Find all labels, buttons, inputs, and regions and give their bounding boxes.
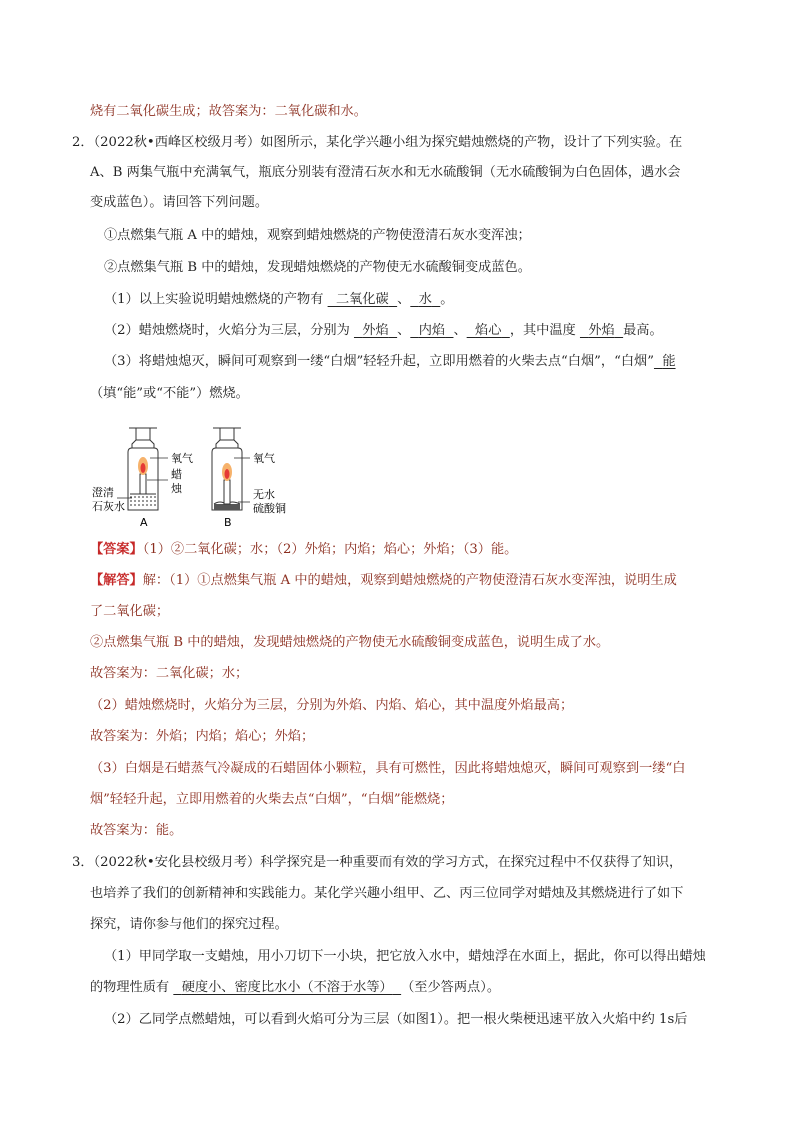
label-cuso4-2: 硫酸铜 xyxy=(253,502,286,515)
q2-analysis-1b: 了二氧化碳； xyxy=(90,604,170,619)
analysis-tag: 【解答】 xyxy=(90,573,143,588)
cuso4-powder xyxy=(214,504,240,510)
q2-part2-answer-4: 外焰 xyxy=(588,323,615,338)
q2-part2-answer-3: 焰心 xyxy=(475,323,502,338)
label-candle-2: 烛 xyxy=(171,482,182,495)
q2-step-2: ②点燃集气瓶 B 中的蜡烛，发现蜡烛燃烧的产物使无水硫酸铜变成蓝色。 xyxy=(104,260,531,275)
q2-part1-answer-1: 二氧化碳 xyxy=(335,292,389,307)
analysis-text-1a: 解：（1）①点燃集气瓶 A 中的蜡烛，观察到蜡烛燃烧的产物使澄清石灰水变浑浊，说明生成 xyxy=(142,573,677,588)
q3-number: 3． xyxy=(72,855,94,870)
q3-stem-2: 也培养了我们的创新精神和实践能力。某化学兴趣小组甲、乙、丙三位同学对蜡烛及其燃烧进行了如下 xyxy=(90,886,684,901)
q2-step-1: ①点燃集气瓶 A 中的蜡烛，观察到蜡烛燃烧的产物使澄清石灰水变浑浊； xyxy=(104,228,531,243)
q2-part1-blank-2 xyxy=(410,292,440,307)
q2-part2-answer-2: 内焰 xyxy=(418,323,446,338)
q3-part1-line1: （1）甲同学取一支蜡烛，用小刀切下一小块，把它放入水中，蜡烛浮在水面上，据此，你可以得出蜡烛 xyxy=(104,949,706,964)
q2-analysis-1 xyxy=(90,571,724,591)
q2-part2-answer-1: 外焰 xyxy=(362,323,389,338)
q2-part3-answer: 能 xyxy=(662,354,676,369)
q2-part1 xyxy=(104,290,724,310)
label-candle-1: 蜡 xyxy=(171,468,182,481)
q2-answer xyxy=(90,540,724,560)
label-lime-2: 石灰水 xyxy=(92,500,125,513)
label-oxygen-b: 氧气 xyxy=(253,452,275,465)
candle-b xyxy=(224,480,230,504)
label-lime-1: 澄清 xyxy=(92,486,114,499)
q2-part2-mid: ，其中温度 xyxy=(509,323,580,338)
q2-analysis-3: （2）蜡烛燃烧时，火焰分为三层，分别为外焰、内焰、焰心，其中温度外焰最高； xyxy=(90,698,574,713)
q2-analysis-2: ②点燃集气瓶 B 中的蜡烛，发现蜡烛燃烧的产物使无水硫酸铜变成蓝色，说明生成了水。 xyxy=(90,635,610,650)
flame-b-inner xyxy=(225,469,230,479)
q2-part2-blank-2 xyxy=(410,323,453,338)
answer-tag: 【答案】 xyxy=(90,542,143,557)
q2-line1 xyxy=(72,133,724,153)
q2-ans-1: 故答案为：二氧化碳；水； xyxy=(90,666,249,681)
q2-part3 xyxy=(104,352,724,372)
q3-stem-3: 探究，请你参与他们的探究过程。 xyxy=(90,917,288,932)
flame-a-inner xyxy=(141,463,146,473)
q3-line1 xyxy=(72,853,724,873)
q2-part1-answer-2: 水 xyxy=(418,292,432,307)
q2-part2-end: 最高。 xyxy=(623,323,663,338)
experiment-figure xyxy=(92,422,312,532)
q2-ans-2: 故答案为：外焰；内焰；焰心；外焰； xyxy=(90,729,315,744)
q2-ans-3: 故答案为：能。 xyxy=(90,823,183,838)
q2-analysis-4b: 烟”轻轻升起，立即用燃着的火柴去点“白烟”，“白烟”能燃烧； xyxy=(90,792,454,807)
label-cuso4-1: 无水 xyxy=(253,488,275,501)
q2-part3-blank xyxy=(654,354,676,369)
answer-text: （1）②二氧化碳；水；（2）外焰；内焰；焰心；外焰；（3）能。 xyxy=(142,542,518,557)
q2-part2-blank-1 xyxy=(354,323,397,338)
q2-part1-sep: 、 xyxy=(397,292,411,307)
q2-analysis-4a: （3）白烟是石蜡蒸气冷凝成的石蜡固体小颗粒，具有可燃性，因此将蜡烛熄灭，瞬间可观察到一缕“白 xyxy=(90,761,686,776)
q3-part1-end: （至少答两点）。 xyxy=(401,980,501,995)
q3-stem-1: （2022秋•安化县校级月考）科学探究是一种重要而有效的学习方式，在探究过程中不仅获得了知识， xyxy=(93,855,683,870)
candle-a xyxy=(140,474,146,494)
label-b: B xyxy=(224,516,232,529)
q2-part2-prompt: （2）蜡烛燃烧时，火焰分为三层，分别为 xyxy=(104,323,354,338)
q2-number: 2． xyxy=(72,135,94,150)
q2-part3-line2: （填“能”或“不能”）燃烧。 xyxy=(90,386,249,401)
q2-stem-2: A、B 两集气瓶中充满氧气，瓶底分别装有澄清石灰水和无水硫酸铜（无水硫酸铜为白色固体，遇水会 xyxy=(90,165,681,180)
q2-stem-1: （2022秋•西峰区校级月考）如图所示，某化学兴趣小组为探究蜡烛燃烧的产物，设计了下列实验。在 xyxy=(93,135,683,150)
label-a: A xyxy=(140,516,148,529)
q2-part3-prompt: （3）将蜡烛熄灭，瞬间可观察到一缕“白烟”轻轻升起，立即用燃着的火柴去点“白烟”，“白烟” xyxy=(104,354,654,369)
q3-part2-line1: （2）乙同学点燃蜡烛，可以看到火焰可分为三层（如图1）。把一根火柴梗迅速平放入火焰中约 1s后 xyxy=(104,1012,688,1027)
q3-part1-prompt: 的物理性质有 xyxy=(90,980,174,995)
q3-part1-line2 xyxy=(90,978,724,998)
label-oxygen-a: 氧气 xyxy=(171,452,193,465)
q2-part2: （2）蜡烛燃烧时，火焰分为三层，分别为 外焰 、 内焰 、 焰心 ，其中温度 外焰 最高。 xyxy=(104,323,663,338)
q2-part2-blank-4 xyxy=(580,323,623,338)
q2-part2-blank-3 xyxy=(467,323,510,338)
prev-answer-tail: 烧有二氧化碳生成；故答案为：二氧化碳和水。 xyxy=(90,104,367,119)
q2-part1-blank-1 xyxy=(328,292,398,307)
q2-part1-end: 。 xyxy=(440,292,454,307)
q3-part1-blank xyxy=(173,980,401,995)
q2-stem-3: 变成蓝色）。请回答下列问题。 xyxy=(90,195,269,210)
q3-part1-answer: 硬度小、密度比水小（不溶于水等） xyxy=(181,980,393,995)
q2-part1-prompt: （1）以上实验说明蜡烛燃烧的产物有 xyxy=(104,292,328,307)
